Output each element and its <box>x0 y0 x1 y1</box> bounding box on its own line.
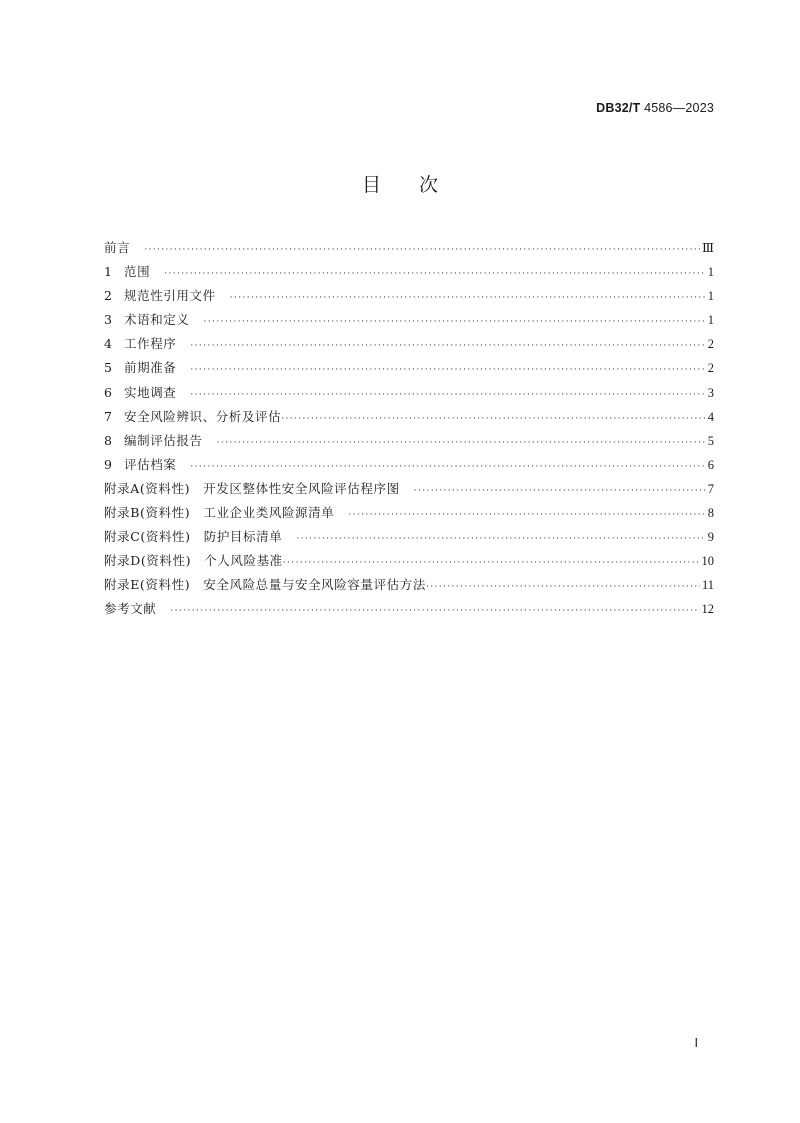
page-title: 目次 <box>361 174 476 196</box>
toc-entry-foreword[interactable] <box>104 236 714 260</box>
toc-label: 附录A(资料性) 开发区整体性安全风险评估程序图 <box>104 480 400 496</box>
standard-code-number: 4586—2023 <box>644 101 714 115</box>
toc-number: 8 <box>104 432 112 448</box>
toc-entry-bibliography[interactable] <box>104 597 714 621</box>
toc-label: 编制评估报告 <box>124 432 203 448</box>
table-of-contents <box>104 236 714 622</box>
toc-entry-3[interactable] <box>104 308 714 332</box>
toc-number: 4 <box>104 336 112 352</box>
toc-label: 附录B(资料性) 工业企业类风险源清单 <box>104 505 335 521</box>
toc-entry-appendix-d[interactable] <box>104 549 714 573</box>
toc-page: Ⅲ <box>701 241 714 255</box>
toc-leader <box>426 575 700 599</box>
toc-label: 前言 <box>104 240 131 255</box>
toc-label: 前期准备 <box>124 360 177 376</box>
toc-number: 7 <box>104 408 112 424</box>
toc-label: 范围 <box>124 264 151 280</box>
toc-page: 9 <box>707 530 714 545</box>
toc-label: 术语和定义 <box>124 312 190 328</box>
toc-leader <box>296 527 705 551</box>
toc-entry-appendix-b[interactable] <box>104 501 714 525</box>
toc-entry-4[interactable] <box>104 332 714 356</box>
toc-number: 6 <box>104 384 112 400</box>
toc-leader <box>170 599 699 623</box>
toc-page: 5 <box>707 433 714 448</box>
toc-entry-2[interactable] <box>104 284 714 308</box>
toc-leader <box>190 358 705 382</box>
page-number: Ⅰ <box>694 1036 698 1050</box>
toc-number: 9 <box>104 456 112 472</box>
toc-leader <box>164 262 706 286</box>
toc-number: 2 <box>104 288 112 304</box>
toc-page: 1 <box>707 289 714 304</box>
toc-leader <box>283 551 700 575</box>
toc-page: 1 <box>707 313 714 328</box>
toc-page: 10 <box>701 554 714 569</box>
toc-page: 7 <box>707 481 714 496</box>
toc-label: 安全风险辨识、分析及评估 <box>124 408 282 424</box>
toc-leader <box>190 455 705 479</box>
toc-entry-7[interactable] <box>104 405 714 429</box>
toc-page: 11 <box>701 578 714 593</box>
toc-leader <box>144 238 700 262</box>
toc-number: 1 <box>104 264 112 280</box>
toc-entry-6[interactable] <box>104 381 714 405</box>
toc-entry-appendix-c[interactable] <box>104 525 714 549</box>
toc-leader <box>190 334 705 358</box>
toc-leader <box>190 383 705 407</box>
standard-code-prefix: DB32/T <box>596 101 641 115</box>
toc-entry-appendix-e[interactable] <box>104 573 714 597</box>
toc-label: 附录D(资料性) 个人风险基准 <box>104 553 283 569</box>
toc-page: 12 <box>701 602 714 617</box>
toc-entry-8[interactable] <box>104 429 714 453</box>
toc-page: 2 <box>707 361 714 376</box>
toc-leader <box>414 479 706 503</box>
toc-entry-9[interactable] <box>104 453 714 477</box>
toc-label: 工作程序 <box>124 336 177 352</box>
toc-leader <box>281 407 706 431</box>
toc-leader <box>230 286 706 310</box>
toc-page: 8 <box>707 506 714 521</box>
toc-label: 评估档案 <box>124 456 177 472</box>
toc-leader <box>217 431 706 455</box>
toc-label: 参考文献 <box>104 601 157 617</box>
standard-code <box>596 101 714 115</box>
toc-label: 附录E(资料性) 安全风险总量与安全风险容量评估方法 <box>104 577 426 593</box>
toc-leader <box>204 310 706 334</box>
toc-entry-1[interactable] <box>104 260 714 284</box>
toc-number: 3 <box>104 312 112 328</box>
toc-page: 6 <box>707 457 714 472</box>
toc-page: 4 <box>707 409 714 424</box>
toc-entry-appendix-a[interactable] <box>104 477 714 501</box>
toc-label: 规范性引用文件 <box>124 288 216 304</box>
toc-page: 3 <box>707 385 714 400</box>
toc-label: 附录C(资料性) 防护目标清单 <box>104 529 283 545</box>
toc-page: 1 <box>707 265 714 280</box>
toc-leader <box>348 503 705 527</box>
toc-label: 实地调查 <box>124 384 177 400</box>
toc-page: 2 <box>707 337 714 352</box>
toc-number: 5 <box>104 360 112 376</box>
toc-entry-5[interactable] <box>104 356 714 380</box>
